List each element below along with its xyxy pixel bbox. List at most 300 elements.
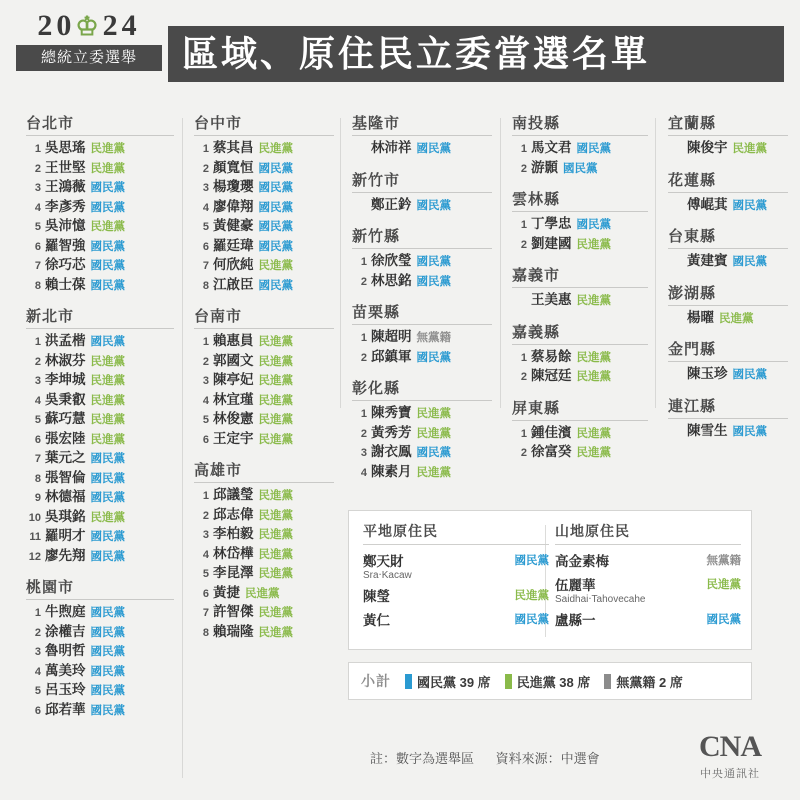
party-label: 國民黨 bbox=[706, 614, 741, 626]
legislator-name: 黃秀芳 bbox=[371, 424, 412, 440]
legislator-row bbox=[26, 547, 174, 567]
district-number: 6 bbox=[202, 587, 209, 600]
region-column-1 bbox=[26, 112, 174, 730]
legislator-name: 楊曜 bbox=[687, 309, 714, 325]
legislator-row bbox=[512, 159, 648, 179]
party-label: 國民黨 bbox=[258, 201, 293, 214]
legislator-row bbox=[26, 662, 174, 682]
party-label: 國民黨 bbox=[90, 279, 125, 292]
summary-item-label: 無黨籍 2 席 bbox=[616, 674, 683, 690]
city-group bbox=[352, 301, 492, 367]
district-number: 7 bbox=[202, 260, 209, 272]
legislator-row bbox=[352, 196, 492, 216]
party-label: 國民黨 bbox=[416, 275, 451, 288]
city-name: 嘉義縣 bbox=[512, 321, 648, 345]
district-number: 9 bbox=[34, 492, 41, 504]
party-label: 國民黨 bbox=[90, 492, 125, 504]
district-number: 1 bbox=[202, 490, 209, 502]
legislator-row bbox=[194, 545, 334, 565]
district-number: 3 bbox=[34, 646, 41, 658]
party-label: 民進黨 bbox=[514, 590, 549, 602]
party-label: 國民黨 bbox=[732, 199, 767, 212]
legislator-row bbox=[668, 309, 788, 329]
legislator-name: 王美惠 bbox=[531, 292, 572, 307]
aboriginal-legislator-row bbox=[555, 550, 741, 570]
party-label: 國民黨 bbox=[90, 550, 125, 563]
summary-label: 小計 bbox=[361, 673, 391, 689]
aboriginal-name-group bbox=[555, 609, 596, 629]
legislator-row bbox=[194, 217, 334, 237]
legislator-name: 林宜瑾 bbox=[213, 391, 254, 407]
summary-items bbox=[405, 672, 697, 691]
logo-year-left: 20 bbox=[37, 9, 76, 42]
party-label: 民進黨 bbox=[90, 143, 125, 155]
aboriginal-name-group bbox=[363, 609, 390, 629]
legislator-name: 羅明才 bbox=[45, 528, 86, 543]
party-label: 民進黨 bbox=[719, 312, 754, 325]
city-group bbox=[26, 112, 174, 295]
city-group bbox=[668, 282, 788, 329]
legislator-row bbox=[194, 332, 334, 352]
district-number: 4 bbox=[202, 548, 209, 561]
region-column-3 bbox=[352, 112, 492, 492]
aboriginal-panel bbox=[348, 510, 752, 650]
district-number: 7 bbox=[202, 607, 209, 619]
party-label: 民進黨 bbox=[258, 375, 293, 387]
legislator-name: 徐富癸 bbox=[531, 444, 572, 459]
legislator-row bbox=[26, 332, 174, 352]
city-group bbox=[194, 305, 334, 449]
legislator-name: 陳冠廷 bbox=[531, 368, 572, 383]
party-label: 國民黨 bbox=[258, 221, 293, 233]
party-label: 民進黨 bbox=[576, 447, 611, 459]
legislator-row bbox=[512, 291, 648, 311]
city-name: 宜蘭縣 bbox=[668, 112, 788, 136]
legislator-row bbox=[26, 623, 174, 643]
legislator-row bbox=[26, 371, 174, 391]
legislator-name: 張宏陸 bbox=[45, 430, 86, 446]
party-label: 民進黨 bbox=[258, 509, 293, 522]
party-label: 國民黨 bbox=[90, 472, 125, 485]
district-number: 1 bbox=[202, 143, 209, 155]
region-column-4 bbox=[512, 112, 648, 473]
city-name: 澎湖縣 bbox=[668, 282, 788, 306]
district-number: 3 bbox=[360, 447, 367, 459]
district-number: 8 bbox=[202, 626, 209, 639]
legislator-name: 廖偉翔 bbox=[213, 198, 254, 214]
legislator-row bbox=[26, 430, 174, 450]
city-group bbox=[512, 112, 648, 178]
district-number: 7 bbox=[34, 260, 41, 272]
legislator-row bbox=[352, 139, 492, 159]
cna-name: 中央通訊社 bbox=[700, 768, 760, 780]
city-group bbox=[668, 169, 788, 216]
party-label: 民進黨 bbox=[416, 408, 451, 420]
legislator-name: 李坤城 bbox=[45, 372, 86, 387]
summary-item bbox=[604, 672, 682, 691]
legislator-name: 何欣純 bbox=[213, 257, 254, 272]
city-group bbox=[668, 225, 788, 272]
legislator-name: 賴士葆 bbox=[45, 276, 86, 292]
party-label: 國民黨 bbox=[90, 704, 125, 717]
legislator-name: 魯明哲 bbox=[45, 643, 86, 658]
city-group bbox=[26, 576, 174, 720]
party-color-swatch bbox=[405, 674, 412, 689]
region-column-5 bbox=[668, 112, 788, 451]
legislator-name: 廖先翔 bbox=[45, 547, 86, 563]
legislator-row bbox=[194, 237, 334, 257]
district-number: 1 bbox=[360, 408, 367, 420]
party-label: 民進黨 bbox=[90, 511, 125, 524]
district-number: 2 bbox=[360, 275, 367, 288]
legislator-row bbox=[668, 252, 788, 272]
legislator-name: 王鴻薇 bbox=[45, 179, 86, 194]
city-group bbox=[512, 397, 648, 463]
footnote bbox=[370, 748, 618, 767]
district-number: 8 bbox=[34, 279, 41, 292]
highland-aboriginal-title: 山地原住民 bbox=[555, 521, 741, 545]
election-logo bbox=[14, 8, 164, 78]
aboriginal-name: 黃仁 bbox=[363, 613, 390, 628]
district-number: 1 bbox=[360, 332, 367, 344]
legislator-row bbox=[194, 584, 334, 604]
legislator-name: 游顥 bbox=[531, 159, 558, 175]
city-group bbox=[352, 112, 492, 159]
legislator-row bbox=[26, 469, 174, 489]
district-number: 5 bbox=[202, 568, 209, 580]
legislator-name: 陳玉珍 bbox=[687, 366, 728, 381]
legislator-name: 羅廷瑋 bbox=[213, 237, 254, 253]
city-group bbox=[512, 264, 648, 311]
party-label: 國民黨 bbox=[514, 555, 549, 567]
district-number: 2 bbox=[202, 162, 209, 175]
legislator-row bbox=[26, 410, 174, 430]
party-label: 國民黨 bbox=[416, 143, 451, 155]
district-number: 3 bbox=[202, 375, 209, 387]
party-label: 民進黨 bbox=[416, 466, 451, 479]
legislator-name: 丁學忠 bbox=[531, 216, 572, 231]
summary-item-label: 國民黨 39 席 bbox=[417, 674, 491, 690]
column-divider-3 bbox=[500, 118, 501, 408]
district-number: 6 bbox=[34, 433, 41, 446]
party-label: 民進黨 bbox=[258, 607, 293, 619]
party-label: 民進黨 bbox=[90, 433, 125, 446]
legislator-name: 林思銘 bbox=[371, 272, 412, 288]
legislator-row bbox=[194, 430, 334, 450]
district-number: 2 bbox=[202, 355, 209, 368]
city-group bbox=[512, 321, 648, 387]
legislator-name: 賴惠員 bbox=[213, 333, 254, 348]
legislator-name: 陳超明 bbox=[371, 329, 412, 344]
legislator-name: 徐巧芯 bbox=[45, 257, 86, 272]
party-label: 民進黨 bbox=[258, 355, 293, 368]
party-label: 民進黨 bbox=[258, 336, 293, 348]
city-name: 花蓮縣 bbox=[668, 169, 788, 193]
party-label: 民進黨 bbox=[258, 143, 293, 155]
city-group bbox=[194, 112, 334, 295]
legislator-name: 蔡易餘 bbox=[531, 348, 572, 364]
district-number: 2 bbox=[34, 162, 41, 175]
district-number: 3 bbox=[34, 375, 41, 387]
district-number: 5 bbox=[202, 221, 209, 233]
district-number: 2 bbox=[520, 447, 527, 459]
logo-subtitle: 總統立委選舉 bbox=[16, 45, 162, 71]
legislator-name: 羅智強 bbox=[45, 237, 86, 253]
party-label: 民進黨 bbox=[90, 221, 125, 233]
party-label: 民進黨 bbox=[90, 375, 125, 387]
legislator-name: 邱鎮軍 bbox=[371, 348, 412, 364]
legislator-name: 江啟臣 bbox=[213, 276, 254, 292]
party-label: 國民黨 bbox=[90, 607, 125, 619]
legislator-name: 蔡其昌 bbox=[213, 140, 254, 155]
legislator-name: 許智傑 bbox=[213, 604, 254, 619]
aboriginal-name: 陳瑩 bbox=[363, 589, 390, 604]
city-name: 雲林縣 bbox=[512, 188, 648, 212]
party-color-swatch bbox=[604, 674, 611, 689]
summary-item-label: 民進黨 38 席 bbox=[516, 674, 591, 690]
legislator-row bbox=[512, 443, 648, 463]
city-name: 新北市 bbox=[26, 305, 174, 329]
aboriginal-name: 高金素梅 bbox=[555, 554, 609, 569]
district-number: 2 bbox=[202, 509, 209, 522]
party-label: 國民黨 bbox=[90, 453, 125, 465]
party-label: 國民黨 bbox=[416, 351, 451, 364]
aboriginal-name: 鄭天財 bbox=[363, 554, 404, 569]
party-label: 國民黨 bbox=[416, 447, 451, 459]
legislator-name: 陳雪生 bbox=[687, 422, 728, 438]
district-number: 2 bbox=[34, 355, 41, 368]
city-name: 高雄市 bbox=[194, 459, 334, 483]
party-label: 民進黨 bbox=[90, 355, 125, 368]
district-number: 8 bbox=[34, 472, 41, 485]
aboriginal-name-group bbox=[555, 550, 609, 570]
legislator-row bbox=[194, 391, 334, 411]
seat-summary bbox=[348, 662, 752, 700]
agency-logo bbox=[676, 730, 784, 781]
legislator-name: 賴瑞隆 bbox=[213, 623, 254, 639]
district-number: 4 bbox=[202, 201, 209, 214]
city-group bbox=[352, 169, 492, 216]
party-label: 國民黨 bbox=[258, 279, 293, 292]
legislator-name: 張智倫 bbox=[45, 469, 86, 485]
crown-icon: ♔ bbox=[75, 12, 103, 41]
party-label: 民進黨 bbox=[258, 433, 293, 446]
aboriginal-legislator-row bbox=[363, 609, 549, 629]
party-label: 國民黨 bbox=[514, 614, 549, 626]
district-number: 1 bbox=[202, 336, 209, 348]
legislator-name: 黃健豪 bbox=[213, 218, 254, 233]
legislator-row bbox=[26, 217, 174, 237]
party-label: 國民黨 bbox=[90, 260, 125, 272]
legislator-row bbox=[352, 252, 492, 272]
city-group bbox=[26, 305, 174, 566]
legislator-row bbox=[194, 139, 334, 159]
district-number: 1 bbox=[34, 336, 41, 348]
legislator-row bbox=[512, 215, 648, 235]
legislator-name: 馬文君 bbox=[531, 140, 572, 155]
legislator-row bbox=[352, 463, 492, 483]
district-number: 3 bbox=[34, 182, 41, 194]
legislator-name: 李柏毅 bbox=[213, 526, 254, 541]
footnote-note: 註：數字為選舉區 bbox=[370, 751, 475, 766]
column-divider-2 bbox=[340, 118, 341, 408]
party-label: 國民黨 bbox=[732, 256, 767, 268]
legislator-row bbox=[194, 159, 334, 179]
district-number: 4 bbox=[202, 394, 209, 407]
aboriginal-legislator-row bbox=[363, 550, 549, 581]
lowland-aboriginal-list bbox=[363, 550, 549, 629]
legislator-row bbox=[26, 488, 174, 508]
legislator-name: 吳沛憶 bbox=[45, 218, 86, 233]
city-name: 連江縣 bbox=[668, 395, 788, 419]
party-label: 國民黨 bbox=[90, 201, 125, 214]
district-number: 4 bbox=[34, 665, 41, 678]
legislator-name: 傅崐萁 bbox=[687, 196, 728, 212]
district-number: 1 bbox=[520, 143, 527, 155]
party-label: 國民黨 bbox=[90, 531, 125, 543]
aboriginal-legislator-row bbox=[363, 585, 549, 605]
city-name: 基隆市 bbox=[352, 112, 492, 136]
district-number: 2 bbox=[360, 351, 367, 364]
legislator-name: 吳秉叡 bbox=[45, 391, 86, 407]
page-header bbox=[0, 0, 800, 100]
legislator-row bbox=[194, 603, 334, 623]
city-name: 苗栗縣 bbox=[352, 301, 492, 325]
district-number: 5 bbox=[34, 221, 41, 233]
party-label: 國民黨 bbox=[563, 162, 598, 175]
city-name: 台北市 bbox=[26, 112, 174, 136]
legislator-name: 陳素月 bbox=[371, 463, 412, 479]
party-label: 民進黨 bbox=[576, 427, 611, 440]
district-number: 2 bbox=[360, 427, 367, 440]
city-name: 台中市 bbox=[194, 112, 334, 136]
legislator-row bbox=[352, 443, 492, 463]
legislator-row bbox=[26, 178, 174, 198]
legislator-row bbox=[26, 159, 174, 179]
party-label: 民進黨 bbox=[576, 295, 611, 307]
district-number: 2 bbox=[520, 238, 527, 251]
party-label: 國民黨 bbox=[90, 685, 125, 697]
highland-aboriginal-list bbox=[555, 550, 741, 629]
aboriginal-name-romanized: Saidhai‧Tahovecahe bbox=[555, 594, 646, 605]
summary-item bbox=[405, 672, 491, 691]
aboriginal-name-group bbox=[363, 585, 390, 605]
party-label: 民進黨 bbox=[258, 529, 293, 541]
legislator-row bbox=[26, 391, 174, 411]
city-name: 嘉義市 bbox=[512, 264, 648, 288]
party-label: 國民黨 bbox=[258, 240, 293, 253]
district-number: 10 bbox=[28, 511, 41, 524]
party-label: 國民黨 bbox=[416, 199, 451, 212]
legislator-name: 李昆澤 bbox=[213, 565, 254, 580]
logo-year bbox=[14, 8, 164, 44]
legislator-row bbox=[352, 424, 492, 444]
legislator-row bbox=[26, 352, 174, 372]
city-name: 屏東縣 bbox=[512, 397, 648, 421]
legislator-row bbox=[26, 276, 174, 296]
party-label: 國民黨 bbox=[258, 162, 293, 175]
legislator-name: 林淑芬 bbox=[45, 352, 86, 368]
legislator-name: 邱若華 bbox=[45, 701, 86, 717]
district-number: 6 bbox=[202, 240, 209, 253]
district-number: 6 bbox=[202, 433, 209, 446]
party-label: 民進黨 bbox=[576, 351, 611, 364]
legislator-name: 顏寬恒 bbox=[213, 159, 254, 175]
party-label: 國民黨 bbox=[416, 256, 451, 268]
district-number: 5 bbox=[34, 414, 41, 426]
legislator-name: 謝衣鳯 bbox=[371, 444, 412, 459]
legislator-name: 黃捷 bbox=[213, 584, 240, 600]
results-board bbox=[0, 100, 800, 800]
legislator-row bbox=[194, 623, 334, 643]
legislator-row bbox=[668, 365, 788, 385]
district-number: 1 bbox=[520, 219, 527, 231]
party-label: 國民黨 bbox=[258, 182, 293, 194]
legislator-name: 蘇巧慧 bbox=[45, 411, 86, 426]
party-label: 民進黨 bbox=[258, 260, 293, 272]
city-group bbox=[668, 395, 788, 442]
party-label: 國民黨 bbox=[90, 182, 125, 194]
district-number: 6 bbox=[34, 704, 41, 717]
legislator-row bbox=[26, 642, 174, 662]
legislator-row bbox=[194, 564, 334, 584]
aboriginal-name-group bbox=[363, 550, 412, 581]
legislator-name: 林沛祥 bbox=[371, 140, 412, 155]
legislator-name: 王定宇 bbox=[213, 430, 254, 446]
aboriginal-name: 伍麗華 bbox=[555, 578, 596, 593]
legislator-row bbox=[26, 681, 174, 701]
district-number: 1 bbox=[520, 427, 527, 440]
legislator-name: 劉建國 bbox=[531, 235, 572, 251]
city-group bbox=[668, 338, 788, 385]
legislator-name: 黃建賓 bbox=[687, 253, 728, 268]
district-number: 2 bbox=[34, 626, 41, 639]
legislator-name: 吳思瑤 bbox=[45, 140, 86, 155]
party-label: 民進黨 bbox=[258, 548, 293, 561]
legislator-name: 王世堅 bbox=[45, 159, 86, 175]
party-label: 民進黨 bbox=[90, 162, 125, 175]
party-label: 民進黨 bbox=[90, 394, 125, 407]
legislator-name: 鍾佳濱 bbox=[531, 424, 572, 440]
party-color-swatch bbox=[505, 674, 512, 689]
legislator-name: 鄭正鈐 bbox=[371, 196, 412, 212]
legislator-row bbox=[194, 256, 334, 276]
district-number: 1 bbox=[520, 351, 527, 364]
party-label: 國民黨 bbox=[732, 425, 767, 438]
legislator-row bbox=[194, 486, 334, 506]
legislator-row bbox=[194, 276, 334, 296]
district-number: 1 bbox=[34, 143, 41, 155]
cna-mark: CNA bbox=[699, 730, 761, 763]
legislator-row bbox=[26, 508, 174, 528]
party-label: 國民黨 bbox=[576, 143, 611, 155]
district-number: 3 bbox=[202, 529, 209, 541]
aboriginal-legislator-row bbox=[555, 574, 741, 605]
legislator-row bbox=[668, 196, 788, 216]
district-number: 5 bbox=[34, 685, 41, 697]
page-title: 區域、原住民立委當選名單 bbox=[168, 26, 784, 82]
lowland-aboriginal-title: 平地原住民 bbox=[363, 521, 549, 545]
highland-aboriginal-group bbox=[555, 521, 741, 633]
aboriginal-name-romanized: Sra‧Kacaw bbox=[363, 570, 412, 581]
district-number: 6 bbox=[34, 240, 41, 253]
column-divider-4 bbox=[655, 118, 656, 408]
legislator-row bbox=[352, 404, 492, 424]
legislator-row bbox=[26, 139, 174, 159]
lowland-aboriginal-group bbox=[363, 521, 549, 633]
legislator-row bbox=[352, 328, 492, 348]
legislator-name: 林德福 bbox=[45, 489, 86, 504]
